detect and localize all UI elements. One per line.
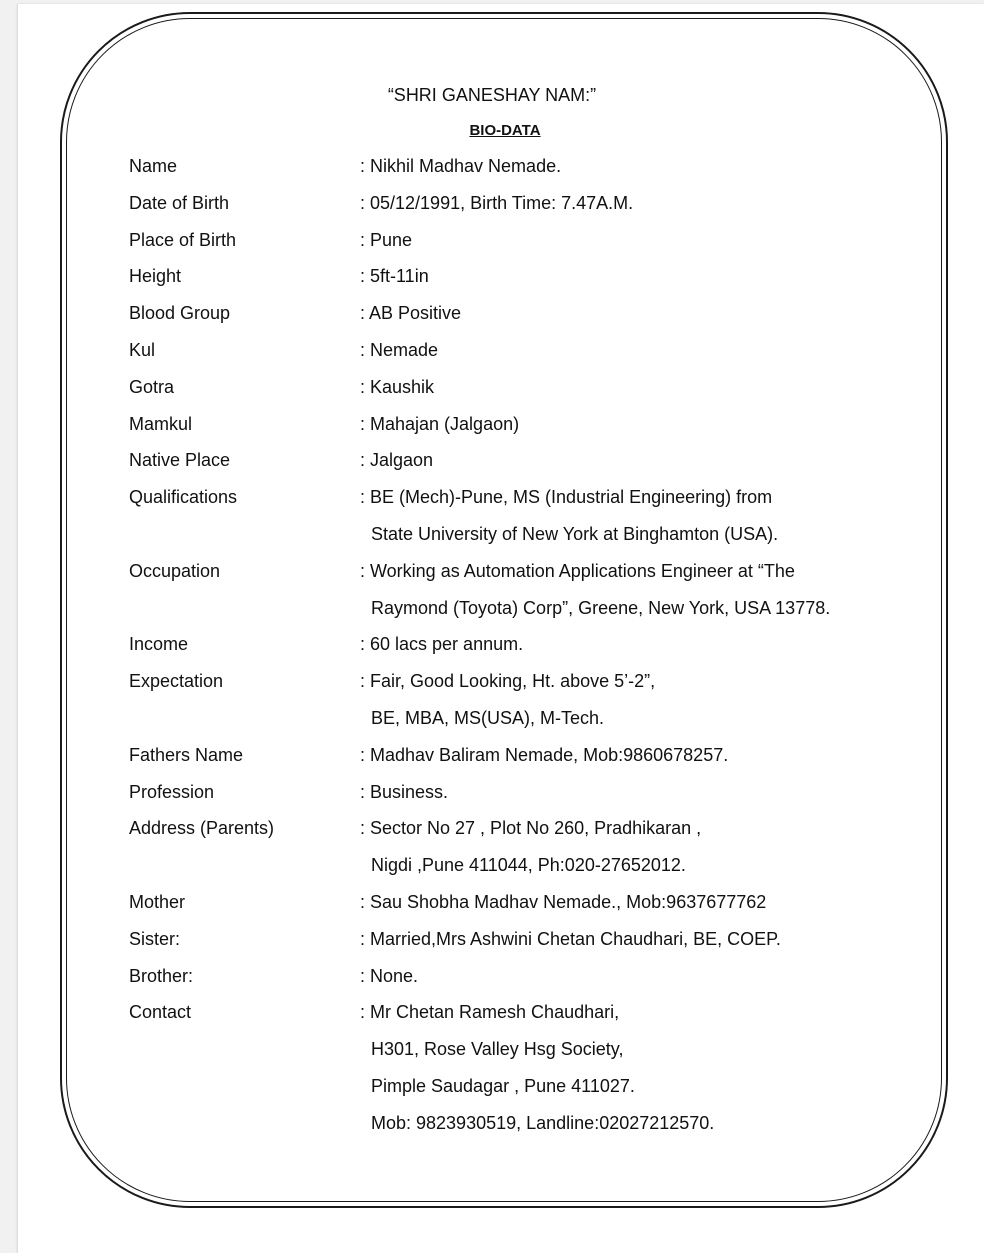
field-value-line: : Kaushik xyxy=(360,376,435,397)
field-value-line: : AB Positive xyxy=(360,303,462,324)
field-label: Place of Birth xyxy=(129,229,237,250)
field-value xyxy=(360,406,909,443)
field-row xyxy=(129,958,909,995)
field-row xyxy=(129,626,909,663)
field-value xyxy=(360,553,909,627)
field-value xyxy=(360,810,909,884)
field-value xyxy=(360,479,909,553)
field-label: Qualifications xyxy=(129,487,238,508)
field-label: Kul xyxy=(129,339,156,360)
field-value-line: : Madhav Baliram Nemade, Mob:9860678257. xyxy=(360,744,729,765)
field-row xyxy=(129,442,909,479)
field-value xyxy=(360,148,909,185)
field-value-line: : Sector No 27 , Plot No 260, Pradhikaran , xyxy=(360,818,702,839)
field-row xyxy=(129,185,909,222)
field-row xyxy=(129,921,909,958)
field-label: Date of Birth xyxy=(129,192,230,213)
field-row xyxy=(129,295,909,332)
field-row xyxy=(129,810,909,884)
field-label: Mamkul xyxy=(129,413,193,434)
field-row xyxy=(129,332,909,369)
field-value xyxy=(360,442,909,479)
field-value xyxy=(360,258,909,295)
field-value-line: : Fair, Good Looking, Ht. above 5’-2”, xyxy=(360,671,656,692)
field-value-line: Nigdi ,Pune 411044, Ph:020-27652012. xyxy=(371,855,686,876)
field-label: Blood Group xyxy=(129,303,231,324)
field-value-line: : Pune xyxy=(360,229,413,250)
field-row xyxy=(129,884,909,921)
document-title: BIO-DATA xyxy=(469,122,541,139)
field-row xyxy=(129,774,909,811)
field-row xyxy=(129,994,909,1141)
field-value-line: : Mr Chetan Ramesh Chaudhari, xyxy=(360,1002,620,1023)
field-label: Native Place xyxy=(129,450,231,471)
field-value xyxy=(360,185,909,222)
field-row xyxy=(129,663,909,737)
field-value xyxy=(360,737,909,774)
field-value xyxy=(360,626,909,663)
field-value xyxy=(360,295,909,332)
field-label: Sister: xyxy=(129,928,181,949)
field-value-line: : Nemade xyxy=(360,339,439,360)
field-row xyxy=(129,258,909,295)
field-value xyxy=(360,884,909,921)
field-row xyxy=(129,369,909,406)
field-value-line: : BE (Mech)-Pune, MS (Industrial Engineering) from xyxy=(360,487,773,508)
field-label: Profession xyxy=(129,781,215,802)
field-value-line: : Mahajan (Jalgaon) xyxy=(360,413,520,434)
field-label: Mother xyxy=(129,891,186,912)
field-value-line: : Working as Automation Applications Engineer at “The xyxy=(360,560,795,581)
invocation-heading: “SHRI GANESHAY NAM:” xyxy=(387,85,597,105)
field-value-line: H301, Rose Valley Hsg Society, xyxy=(371,1039,624,1060)
field-row xyxy=(129,222,909,259)
field-value-line: : 05/12/1991, Birth Time: 7.47A.M. xyxy=(360,192,634,213)
field-value-line: State University of New York at Binghamton (USA). xyxy=(371,523,779,544)
field-row xyxy=(129,148,909,185)
field-value-line: : 5ft-11in xyxy=(360,266,429,287)
field-row xyxy=(129,553,909,627)
field-label: Expectation xyxy=(129,671,224,692)
field-value-line: : Nikhil Madhav Nemade. xyxy=(360,156,562,176)
field-label: Occupation xyxy=(129,560,221,581)
field-row xyxy=(129,737,909,774)
field-value-line: : Jalgaon xyxy=(360,450,434,471)
field-row xyxy=(129,406,909,443)
field-value-line: : Married,Mrs Ashwini Chetan Chaudhari, BE, COEP. xyxy=(360,928,781,949)
field-value xyxy=(360,663,909,737)
field-value xyxy=(360,994,909,1141)
field-value xyxy=(360,921,909,958)
field-value-line: : 60 lacs per annum. xyxy=(360,634,524,655)
field-value xyxy=(360,332,909,369)
field-value-line: Pimple Saudagar , Pune 411027. xyxy=(371,1075,635,1096)
field-label: Fathers Name xyxy=(129,744,244,765)
field-value-line: BE, MBA, MS(USA), M-Tech. xyxy=(371,707,605,728)
biodata-fields xyxy=(129,148,909,1142)
field-label: Income xyxy=(129,634,189,655)
field-label: Name xyxy=(129,156,178,176)
field-value xyxy=(360,774,909,811)
field-value-line: Mob: 9823930519, Landline:02027212570. xyxy=(371,1112,715,1133)
field-label: Address (Parents) xyxy=(129,818,275,839)
field-row xyxy=(129,479,909,553)
field-value-line: : Business. xyxy=(360,781,449,802)
field-value xyxy=(360,958,909,995)
field-value xyxy=(360,222,909,259)
field-label: Height xyxy=(129,266,182,287)
field-value xyxy=(360,369,909,406)
field-label: Contact xyxy=(129,1002,192,1023)
field-value-line: : None. xyxy=(360,965,419,986)
field-value-line: : Sau Shobha Madhav Nemade., Mob:9637677762 xyxy=(360,891,767,912)
field-label: Brother: xyxy=(129,965,194,986)
field-label: Gotra xyxy=(129,376,175,397)
field-value-line: Raymond (Toyota) Corp”, Greene, New York, USA 13778. xyxy=(371,597,831,618)
